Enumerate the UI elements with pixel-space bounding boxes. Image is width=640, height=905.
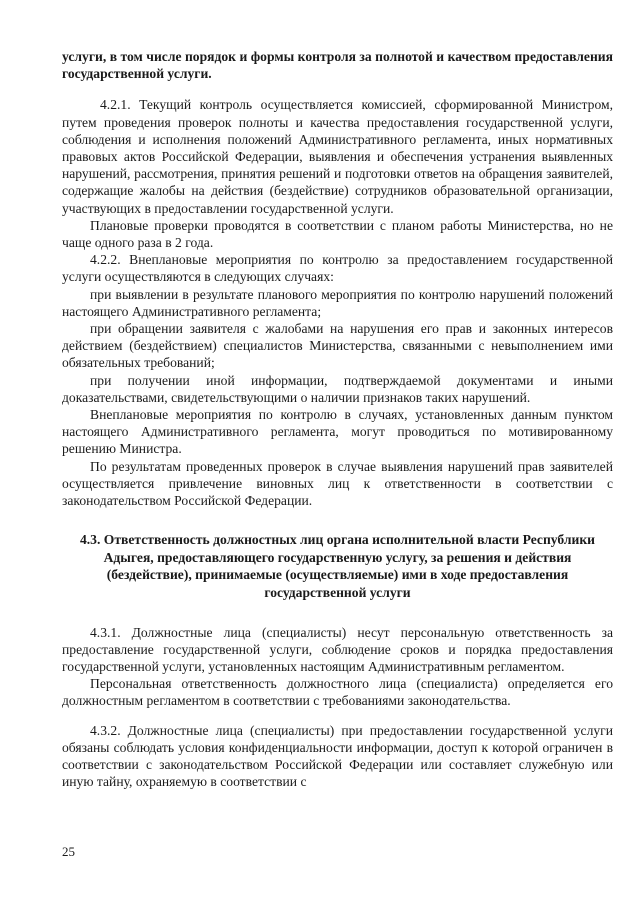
paragraph-case-2: при обращении заявителя с жалобами на нарушения его прав и законных интересов действием (бездействием) специалистов Министерства, связанными с невыполнением ими обязательных требований; — [62, 321, 613, 371]
paragraph-unplanned-measures: Внеплановые мероприятия по контролю в случаях, установленных данным пунктом настоящего Административного регламента, могут проводиться по мотивированному решению Министра. — [62, 407, 613, 457]
spacer — [62, 710, 613, 722]
section-heading-4-3: 4.3. Ответственность должностных лиц органа исполнительной власти Республики Адыгея, предоставляющего государственную услугу, за решения и действия (бездействие), принимаемые (осуществляемые) ими в ходе предоставления государственной услуги — [79, 532, 595, 601]
paragraph-planned-checks: Плановые проверки проводятся в соответствии с планом работы Министерства, но не чаще одного раза в 2 года. — [62, 217, 613, 251]
paragraph-case-3: при получении иной информации, подтверждаемой документами и иными доказательствами, свидетельствующими о наличии признаков таких нарушений. — [62, 372, 613, 405]
paragraph-4-3-1: 4.3.1. Должностные лица (специалисты) несут персональную ответственность за предоставление государственной услуги, соблюдение сроков и порядка предоставления государственной услуги, установленных настоящим Административным регламентом. — [62, 624, 613, 675]
paragraph-personal-responsibility: Персональная ответственность должностного лица (специалиста) определяется его должностным регламентом в соответствии с требованиями законодательства. — [62, 676, 613, 709]
paragraph-4-2-1: 4.2.1. Текущий контроль осуществляется комиссией, сформированной Министром, путем проведения проверок полноты и качества предоставления государственной услуги, соблюдения и исполнения положений Административного регламента, иных нормативных правовых актов Российской Федерации, выявления и обеспечения устранения выявленных нарушений, рассмотрения, принятия решений и подготовки ответов на обращения заявителей, содержащие жалобы на действия (бездействие) сотрудников образовательной организации, участвующих в предоставлении государственной услуги. — [62, 97, 613, 216]
paragraph-4-2-2: 4.2.2. Внеплановые мероприятия по контролю за предоставлением государственной услуги осуществляются в следующих случаях: — [62, 252, 613, 285]
continued-heading: услуги, в том числе порядок и формы контроля за полнотой и качеством предоставления государственной услуги. — [62, 49, 613, 82]
paragraph-case-1: при выявлении в результате планового мероприятия по контролю нарушений положений настоящего Административного регламента; — [62, 286, 613, 319]
paragraph-4-3-2: 4.3.2. Должностные лица (специалисты) при предоставлении государственной услуги обязаны соблюдать условия конфиденциальности информации, доступ к которой ограничен в соответствии с законодательством Российской Федерации или составляет служебную или иную тайну, охраняемую в соответствии с — [62, 722, 613, 790]
spacer — [62, 82, 613, 96]
paragraph-results: По результатам проведенных проверок в случае выявления нарушений прав заявителей осуществляется привлечение виновных лиц к ответственности в соответствии с законодательством Российской Федерации. — [62, 458, 613, 509]
page-number: 25 — [62, 844, 75, 859]
